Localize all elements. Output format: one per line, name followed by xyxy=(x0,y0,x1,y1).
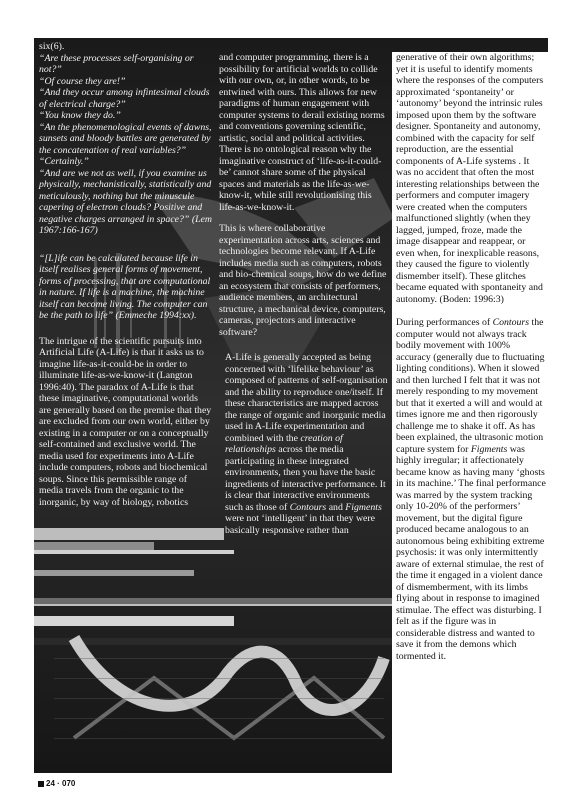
text-run: across the media participating in these integrated environments, then you have the basic ingredients of interactive performance. It is clear that interactive environments such as those of xyxy=(225,444,386,513)
quote-line: “And they occur among infintesimal clouds of electrical charge?” xyxy=(39,87,210,110)
text-run: A-Life is generally accepted as being concerned with ‘lifelike behaviour’ as composed of patterns of self-organisation and the ability to reproduce one/itself. If these characteristics are mapped across the range of organic and inorganic media used in A-Life experimentation and combined with the xyxy=(225,352,388,444)
text-run-italic: Figments xyxy=(345,501,382,513)
quote-line: “Of course they are!” xyxy=(39,75,126,87)
emmeche-quote: “[L]ife can be calculated because life in itself realises general forms of movement, forms of processing, that are computational in nature. If life is a machine, the machine itself can become living. The computer can be the path to life” (Emmeche 1994:xx). xyxy=(39,252,211,321)
text-run: was highly irregular; it affectionately became know as having many ‘ghosts in its machine.’ The final performance was marred by the system tracking only 10-20% of the performers’ movement, but the digital figure produced became analogous to an autonomous being exhibiting extreme psychosis: it was only intermittently aware of external stimulae, the rest of the time it engaged in a violent dance of dismemberment, with its limbs flying about in response to imagined stimulae. The effect was disturbing. I felt as if the figure was in considerable distress and wanted to save it from the demons which tormented it. xyxy=(396,443,546,662)
body-paragraph: This is where collaborative experimentation across arts, sciences and technologies become relevant. If A-Life includes media such as computers, robots and bio-chemical soups, how do we define an ecosystem that consists of performers, audience members, an architectural structure, a mechanical device, computers, cameras, projectors and interactive software? xyxy=(219,223,387,338)
quote-line: “Are these processes self-organising or not?” xyxy=(39,52,194,75)
article-column-1 xyxy=(39,41,212,518)
quote-line: “You know they do.” xyxy=(39,110,121,121)
text-run: the computer would not always track bodily movement with 100% accuracy (generally due to fluctuating lighting conditions). When it slowed and then lurched I felt that it was not merely responding to my movement but that it exerted a will and would at times ignore me and then rigorously challenge me to shake it off. As has been explained, the ultrasonic motion capture system for xyxy=(396,317,545,455)
text-run-italic: Figments xyxy=(470,443,508,455)
body-paragraph: and computer programming, there is a possibility for artificial worlds to collide with our own, or, in other words, to be entwined with ours. This allows for new paradigms of human engagement with computer systems to derail existing norms and conventions governing scientific, artistic, social and political activities. There is no ontological reason why the imaginative construct of ‘life-as-it-could-be’ cannot share some of the physical spaces and materials as the life-as-we-know-it, while still revolutionising this life-as-we-know-it. xyxy=(219,52,385,213)
text-run: were not ‘intelligent’ in that they were basically responsive rather than xyxy=(225,513,375,536)
body-paragraph xyxy=(219,352,389,536)
quote-line: “An the phenomenological events of dawns, sunsets and bloody battles are generated by the concatenation of real variables?” xyxy=(39,121,212,156)
text-run-italic: Contours xyxy=(289,501,327,513)
body-paragraph: generative of their own algorithms; yet it is useful to identify moments where the responses of the computers approximated ‘spontaneity’ or ‘autonomy’ beyond the intrinsic rules imposed upon them by the software designer. Spontaneity and autonomy, combined with the capacity for self reproduction, are the essential components of A-Life systems . It was no accident that often the most interesting relationships between the performers and computer imagery were created when the computers malfunctioned slightly (when they lagged, jumped, froze, made the image disappear and reappear, or even when, for inexplicable reasons, they caused the figure to violently dismember itself). These glitches became equated with spontaneity and autonomy. (Boden: 1996:3) xyxy=(396,52,544,305)
text-run-italic: Contours xyxy=(492,317,530,328)
quote-line: “And are we not as well, if you examine us physically, mechanistically, statistically and meticulously, nothing but the minuscule capering of electron clouds? Positive and negative charges arranged in space?” (Lem 1967:166-167) xyxy=(39,167,212,236)
quote-line: “Certainly.” xyxy=(39,156,89,167)
body-paragraph xyxy=(396,317,546,662)
quote-line: six(6). xyxy=(39,41,65,52)
text-run: During performances of xyxy=(396,317,493,328)
square-icon xyxy=(38,781,44,787)
page-number xyxy=(38,779,75,788)
page-number-text: 24 · 070 xyxy=(46,779,76,788)
article-column-2 xyxy=(219,52,389,546)
article-column-3 xyxy=(392,52,550,777)
text-run-italic: creation of relationships xyxy=(225,432,343,455)
text-run: and xyxy=(326,501,346,513)
body-paragraph: The intrigue of the scientific pursuits into Artificial Life (A-Life) is that it asks us to imagine life-as-it-could-be in order to illuminate life-as-we-know-it (Langton 1996:40). The paradox of A-Life is that these imaginative, computational worlds are generally based on the premise that they are excluded from our own world, either by existing in a computer or on a conceptually self-contained and exclusive world. The media used for experiments into A-Life include computers, robots and biochemical soups. Since this permissible range of media travels from the organic to the inorganic, by way of biology, robotics xyxy=(39,335,212,508)
